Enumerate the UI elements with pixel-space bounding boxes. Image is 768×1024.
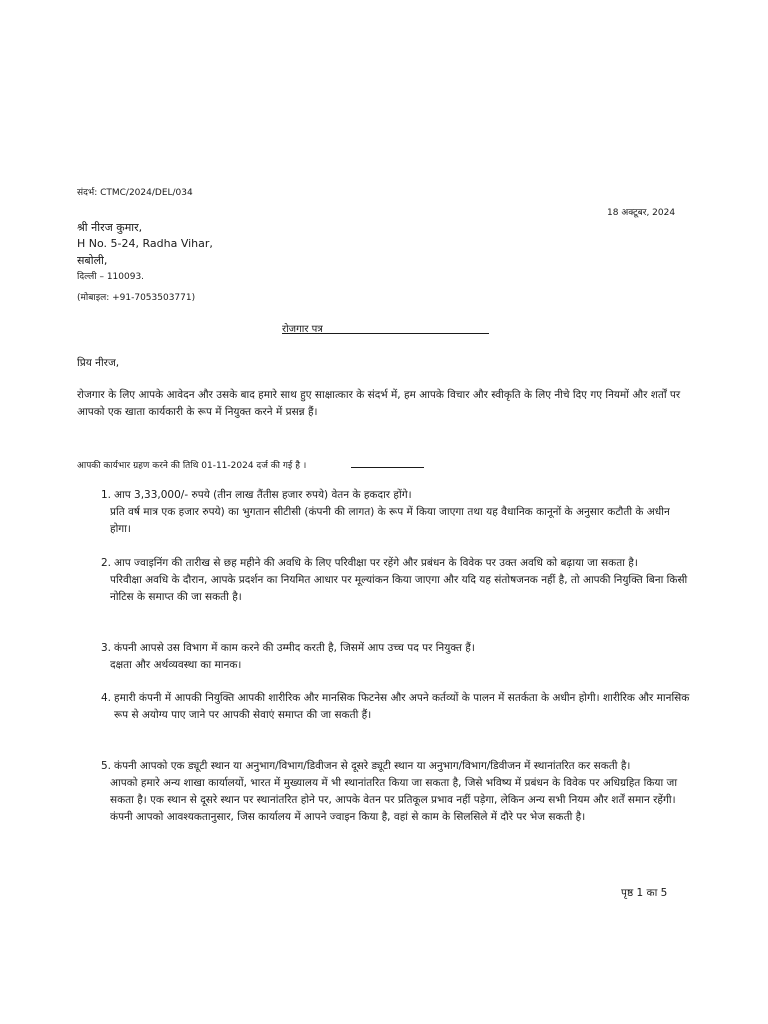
item-subtext: आपको हमारे अन्य शाखा कार्यालयों, भारत में मुख्यालय में भी स्थानांतरित किया जा सकता है, जिसे भविष्य में प्रबंधन के विवेक पर अधिग्रहित किया जा सकता है। एक स्थान से दूसरे स्थान पर स्थानांतरित होने पर, आपके वेतन पर प्रतिकूल प्रभाव नहीं पड़ेगा, लेकिन अन्य सभी नियम और शर्तें समान रहेंगी। कंपनी आपको आवश्यकतानुसार, जिस कार्यालय में आपने ज्वाइन किया है, वहां से काम के सिलसिले में दौरे पर भेज सकती है। [110, 777, 678, 823]
signature-blank-line [351, 467, 424, 468]
letter-date: 18 अक्टूबर, 2024 [607, 208, 676, 218]
recipient-address-line: दिल्ली – 110093. [77, 272, 145, 282]
joining-date-line: आपकी कार्यभार ग्रहण करने की तिथि 01-11-2024 दर्ज की गई है । [77, 461, 307, 471]
page-number: पृष्ठ 1 का 5 [621, 887, 668, 899]
recipient-mobile: (मोबाइल: +91-7053503771) [77, 293, 196, 303]
item-number: 1. [101, 489, 112, 501]
item-text: हमारी कंपनी में आपकी नियुक्ति आपकी शारीरिक और मानसिक फिटनेस और अपने कर्तव्यों के पालन में सतर्कता के अधीन होगी। शारीरिक और मानसिक रूप से अयोग्य पाए जाने पर आपकी सेवाएं समाप्त की जा सकती हैं। [114, 692, 690, 721]
item-subtext: प्रति वर्ष मात्र एक हजार रुपये) का भुगतान सीटीसी (कंपनी की लागत) के रूप में किया जाएगा तथा यह वैधानिक कानूनों के अनुसार कटौती के अधीन होगा। [110, 506, 670, 535]
item-number: 2. [101, 557, 112, 569]
intro-paragraph: रोजगार के लिए आपके आवेदन और उसके बाद हमारे साथ हुए साक्षात्कार के संदर्भ में, हम आपके विचार और स्वीकृति के लिए नीचे दिए गए नियमों और शर्तों पर आपको एक खाता कार्यकारी के रूप में नियुक्त करने में प्रसन्न हैं। [77, 389, 681, 418]
item-text: कंपनी आपसे उस विभाग में काम करने की उम्मीद करती है, जिसमें आप उच्च पद पर नियुक्त हैं। [114, 642, 475, 654]
item-number: 5. [101, 760, 112, 772]
subject-underline [282, 333, 489, 334]
item-subtext: दक्षता और अर्थव्यवस्था का मानक। [110, 659, 242, 671]
item-number: 3. [101, 642, 112, 654]
salutation: प्रिय नीरज, [77, 357, 120, 369]
item-subtext: परिवीक्षा अवधि के दौरान, आपके प्रदर्शन का नियमित आधार पर मूल्यांकन किया जाएगा और यदि यह संतोषजनक नहीं है, तो आपकी नियुक्ति बिना किसी नोटिस के समाप्त की जा सकती है। [110, 574, 688, 603]
reference-number: संदर्भ: CTMC/2024/DEL/034 [77, 188, 193, 198]
item-text: कंपनी आपको एक ड्यूटी स्थान या अनुभाग/विभाग/डिवीजन से दूसरे ड्यूटी स्थान या अनुभाग/विभाग/डिवीजन में स्थानांतरित कर सकती है। [114, 760, 631, 772]
recipient-address-line: H No. 5-24, Radha Vihar, [77, 237, 213, 250]
letter-subject: रोजगार पत्र [282, 324, 323, 335]
recipient-address-line: सबोली, [77, 254, 108, 267]
item-text: आप ज्वाइनिंग की तारीख से छह महीने की अवधि के लिए परिवीक्षा पर रहेंगे और प्रबंधन के विवेक पर उक्त अवधि को बढ़ाया जा सकता है। [114, 557, 638, 569]
recipient-name: श्री नीरज कुमार, [77, 221, 143, 234]
item-text: आप 3,33,000/- रुपये (तीन लाख तैंतीस हजार रुपये) वेतन के हकदार होंगे। [114, 489, 412, 501]
item-number: 4. [101, 692, 112, 704]
